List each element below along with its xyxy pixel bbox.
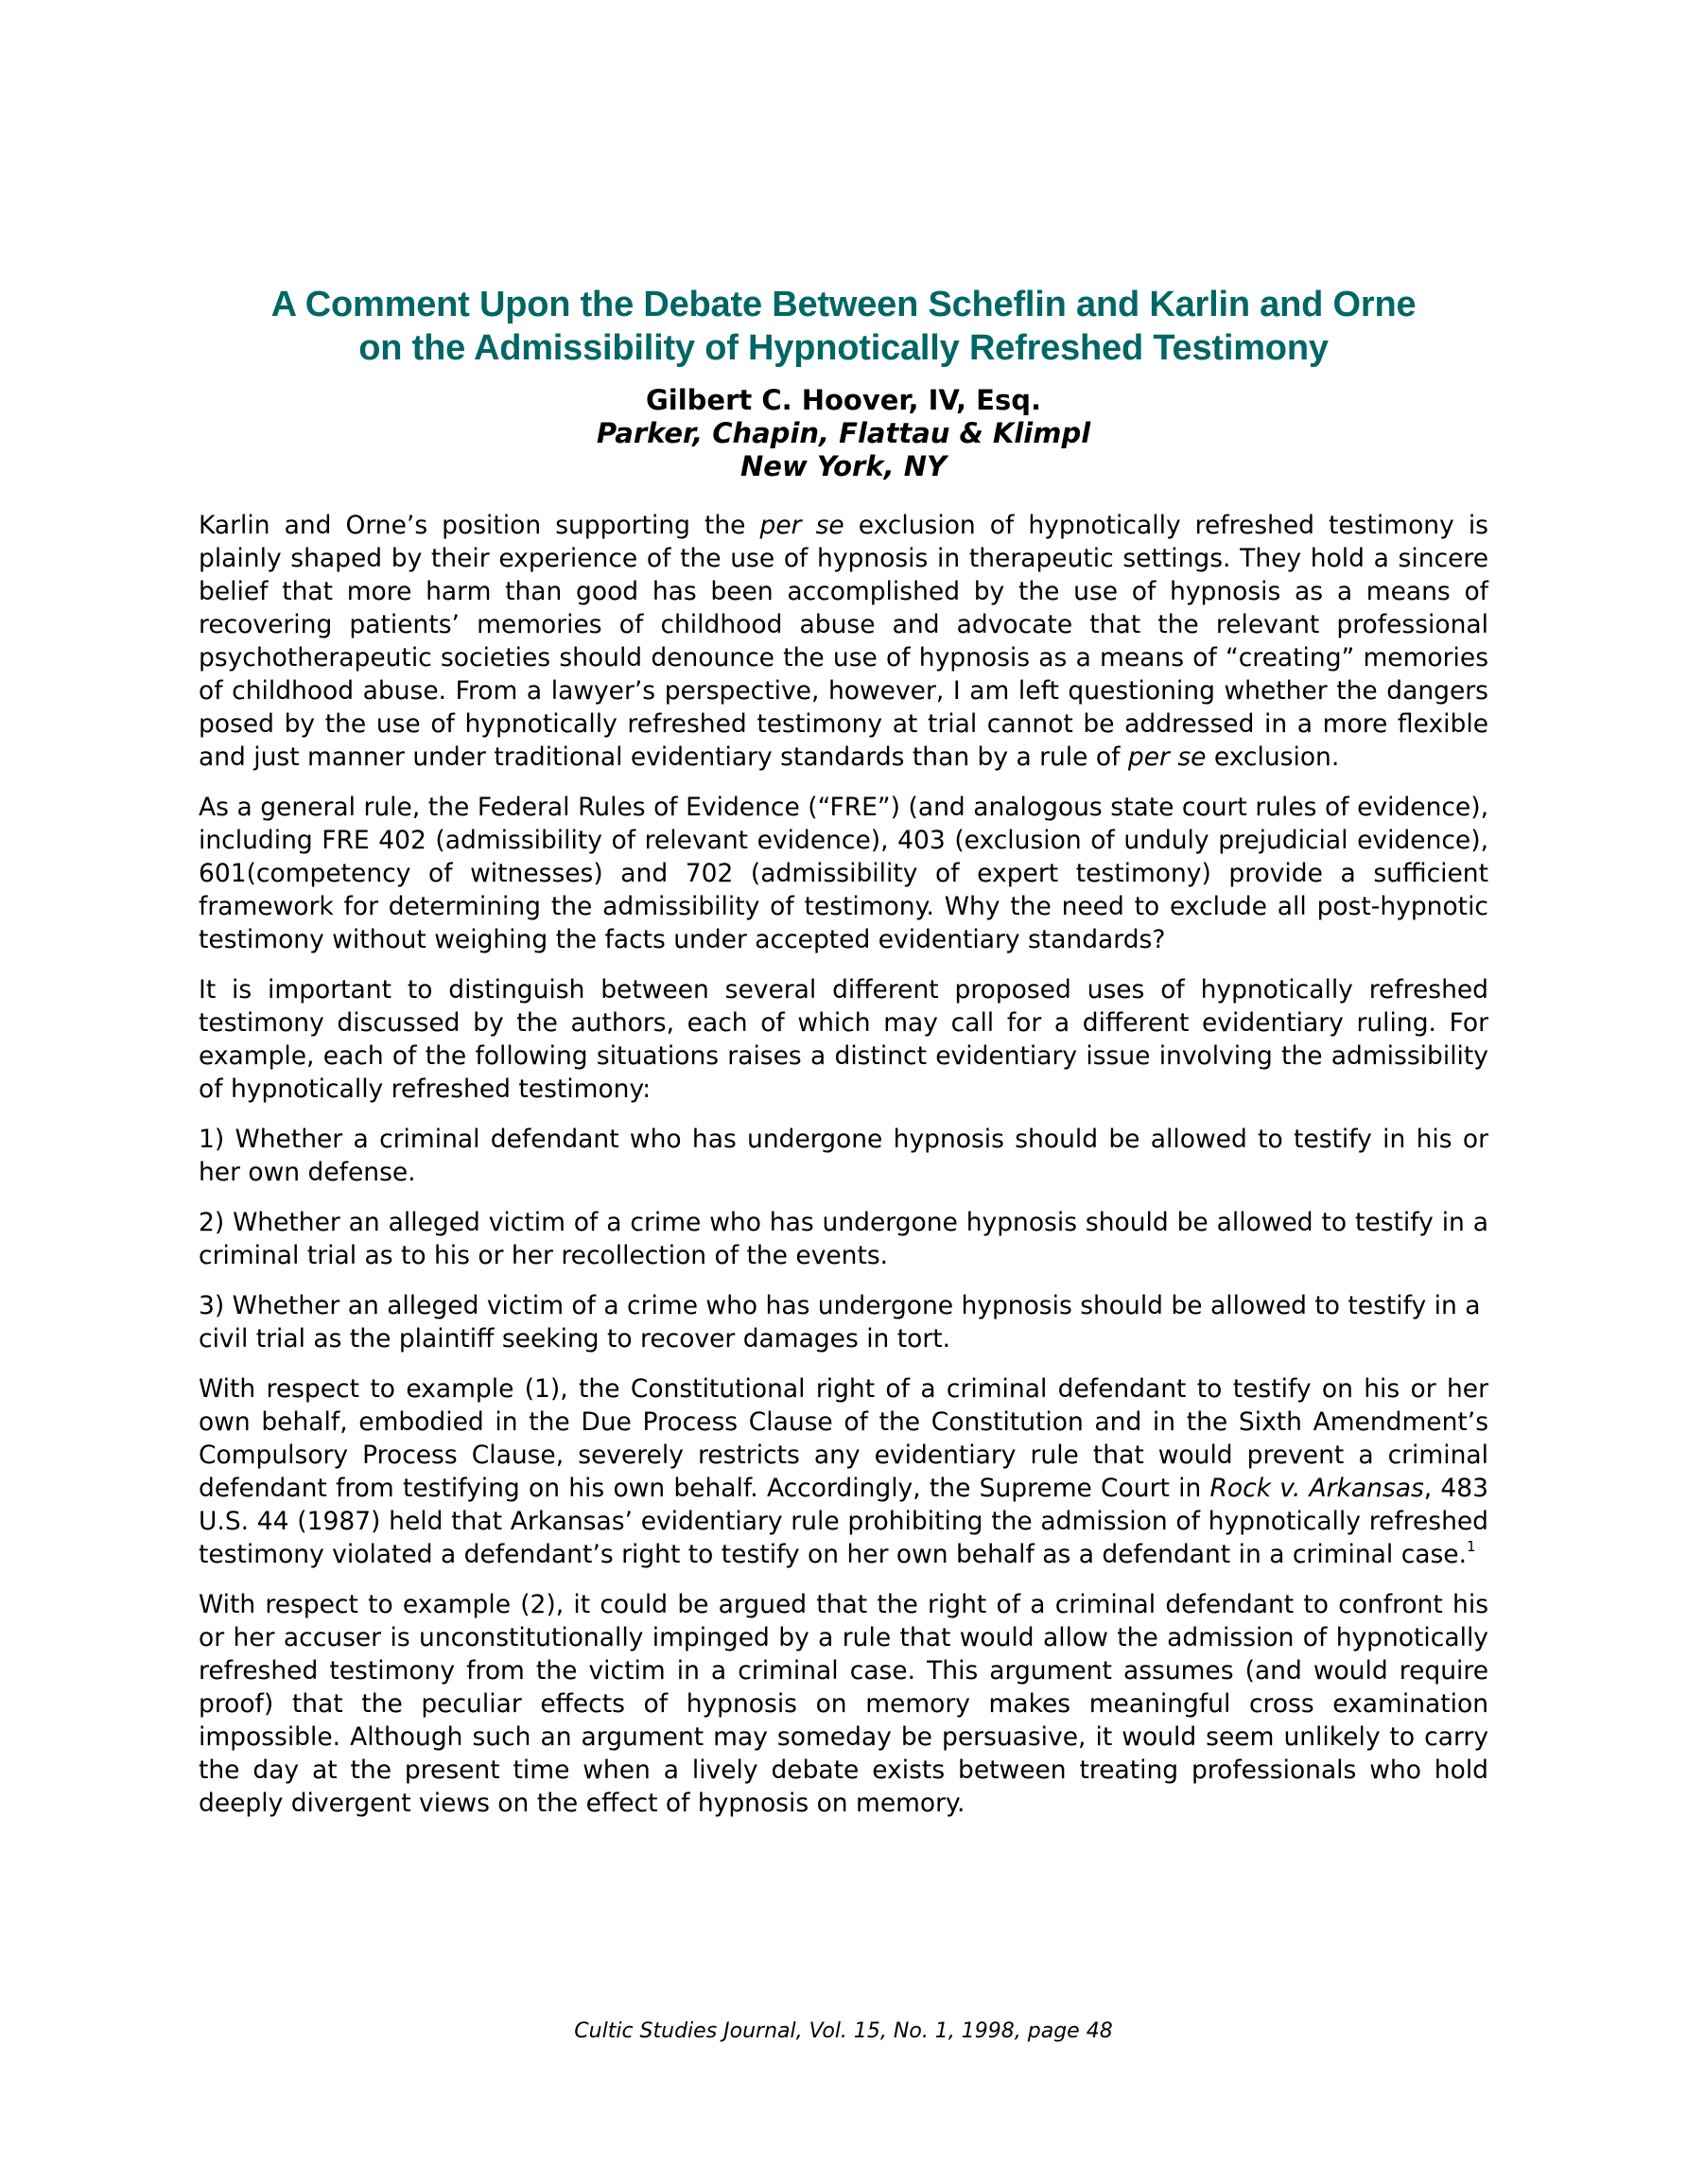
author-firm: Parker, Chapin, Flattau & Klimpl: [596, 417, 1091, 449]
latin-term: per se: [759, 511, 844, 540]
article-body: [199, 509, 1488, 1837]
paragraph-4-text-b: , 483 U.S. 44 (1987) held that Arkansas’ evidentiary rule prohibiting the admission of hypnotically refreshed testimony violated a defendant’s right to testify on her own behalf as a defendant in a criminal case.: [199, 1474, 1488, 1569]
list-item-1: 1) Whether a criminal defendant who has undergone hypnosis should be allowed to testify in his or her own defense.: [199, 1125, 1488, 1187]
footnote-reference[interactable]: 1: [1467, 1538, 1476, 1556]
paragraph-4-text-a: With respect to example (1), the Constitutional right of a criminal defendant to testify on his or her own behalf, embodied in the Due Process Clause of the Constitution and in the Sixth Amendment’s Compulsory Process Clause, severely restricts any evidentiary rule that would prevent a criminal defendant from testifying on his own behalf. Accordingly, the Supreme Court in: [199, 1374, 1488, 1503]
latin-term: per se: [1127, 743, 1207, 772]
author-location: New York, NY: [740, 450, 947, 482]
author-name: Gilbert C. Hoover, IV, Esq.: [645, 384, 1042, 416]
author-block: [0, 384, 1687, 483]
paragraph-1-text-a: Karlin and Orne’s position supporting the: [199, 511, 760, 540]
paragraph-1-text-c: exclusion.: [1206, 743, 1340, 772]
paragraph-5: With respect to example (2), it could be argued that the right of a criminal defendant to confront his or her accuser is unconstitutionally impinged by a rule that would allow the admission of hypnotically refreshed testimony from the victim in a criminal case. This argument assumes (and would require proof) that the peculiar effects of hypnosis on memory makes meaningful cross examination impossible. Although such an argument may someday be persuasive, it would seem unlikely to carry the day at the present time when a lively debate exists between treating professionals who hold deeply divergent views on the effect of hypnosis on memory.: [199, 1590, 1488, 1818]
list-item-3: 3) Whether an alleged victim of a crime who has undergone hypnosis should be allowed to testify in a civil trial as the plaintiff seeking to recover damages in tort.: [199, 1291, 1481, 1354]
paragraph-2: As a general rule, the Federal Rules of Evidence (“FRE”) (and analogous state court rules of evidence), including FRE 402 (admissibility of relevant evidence), 403 (exclusion of unduly prejudicial evidence), 601(competency of witnesses) and 702 (admissibility of expert testimony) provide a sufficient framework for determining the admissibility of testimony. Why the need to exclude all post-hypnotic testimony without weighing the facts under accepted evidentiary standards?: [199, 793, 1488, 954]
paragraph-4: [199, 1372, 1488, 1571]
paragraph-1: [199, 509, 1488, 774]
page-footer: Cultic Studies Journal, Vol. 15, No. 1, 1998, page 48: [574, 2019, 1113, 2043]
article-title: [0, 283, 1687, 370]
case-citation: Rock v. Arkansas: [1209, 1474, 1424, 1503]
list-item-2: 2) Whether an alleged victim of a crime who has undergone hypnosis should be allowed to testify in a criminal trial as to his or her recollection of the events.: [199, 1208, 1488, 1270]
paragraph-3: It is important to distinguish between several different proposed uses of hypnotically refreshed testimony discussed by the authors, each of which may call for a different evidentiary ruling. For example, each of the following situations raises a distinct evidentiary issue involving the admissibility of hypnotically refreshed testimony:: [199, 975, 1488, 1104]
title-line-2: on the Admissibility of Hypnotically Refreshed Testimony: [358, 328, 1329, 369]
paragraph-1-text-b: exclusion of hypnotically refreshed testimony is plainly shaped by their experience of the use of hypnosis in therapeutic settings. They hold a sincere belief that more harm than good has been accomplished by the use of hypnosis as a means of recovering patients’ memories of childhood abuse and advocate that the relevant professional psychotherapeutic societies should denounce the use of hypnosis as a means of “creating” memories of childhood abuse. From a lawyer’s perspective, however, I am left questioning whether the dangers posed by the use of hypnotically refreshed testimony at trial cannot be addressed in a more flexible and just manner under traditional evidentiary standards than by a rule of: [199, 511, 1488, 772]
title-line-1: A Comment Upon the Debate Between Scheflin and Karlin and Orne: [270, 285, 1417, 325]
